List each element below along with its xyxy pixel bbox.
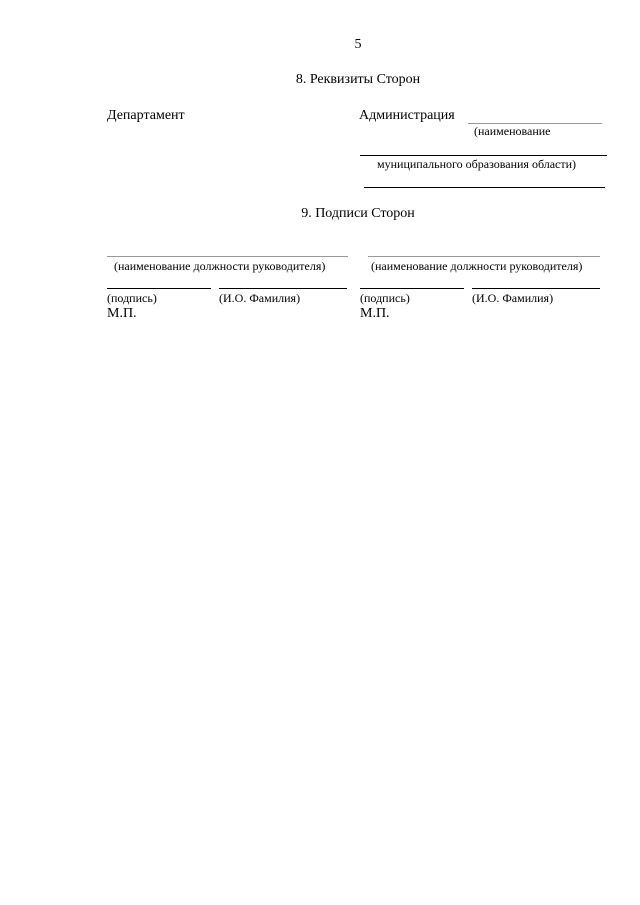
left-position-hint: (наименование должности руководителя) bbox=[114, 259, 326, 273]
administration-details-line bbox=[364, 187, 605, 188]
page-number: 5 bbox=[354, 37, 362, 52]
name-hint: (наименование bbox=[474, 124, 551, 138]
right-seal: М.П. bbox=[360, 306, 390, 321]
left-signature-hint: (подпись) bbox=[107, 291, 157, 305]
right-position-line bbox=[368, 256, 600, 257]
right-name-line bbox=[472, 288, 600, 289]
right-signature-line bbox=[360, 288, 464, 289]
administration-name-line-2 bbox=[360, 155, 607, 156]
municipality-hint: муниципального образования области) bbox=[377, 157, 577, 171]
left-seal: М.П. bbox=[107, 306, 137, 321]
section-9-title: 9. Подписи Сторон bbox=[301, 206, 415, 221]
section-8-title: 8. Реквизиты Сторон bbox=[295, 72, 421, 87]
left-signature-line bbox=[107, 288, 211, 289]
left-name-line bbox=[219, 288, 347, 289]
left-name-hint: (И.О. Фамилия) bbox=[219, 291, 301, 305]
administration-label: Администрация bbox=[359, 108, 455, 123]
right-position-hint: (наименование должности руководителя) bbox=[371, 259, 583, 273]
right-name-hint: (И.О. Фамилия) bbox=[472, 291, 554, 305]
department-label: Департамент bbox=[107, 108, 185, 123]
right-signature-hint: (подпись) bbox=[360, 291, 410, 305]
left-position-line bbox=[107, 256, 348, 257]
